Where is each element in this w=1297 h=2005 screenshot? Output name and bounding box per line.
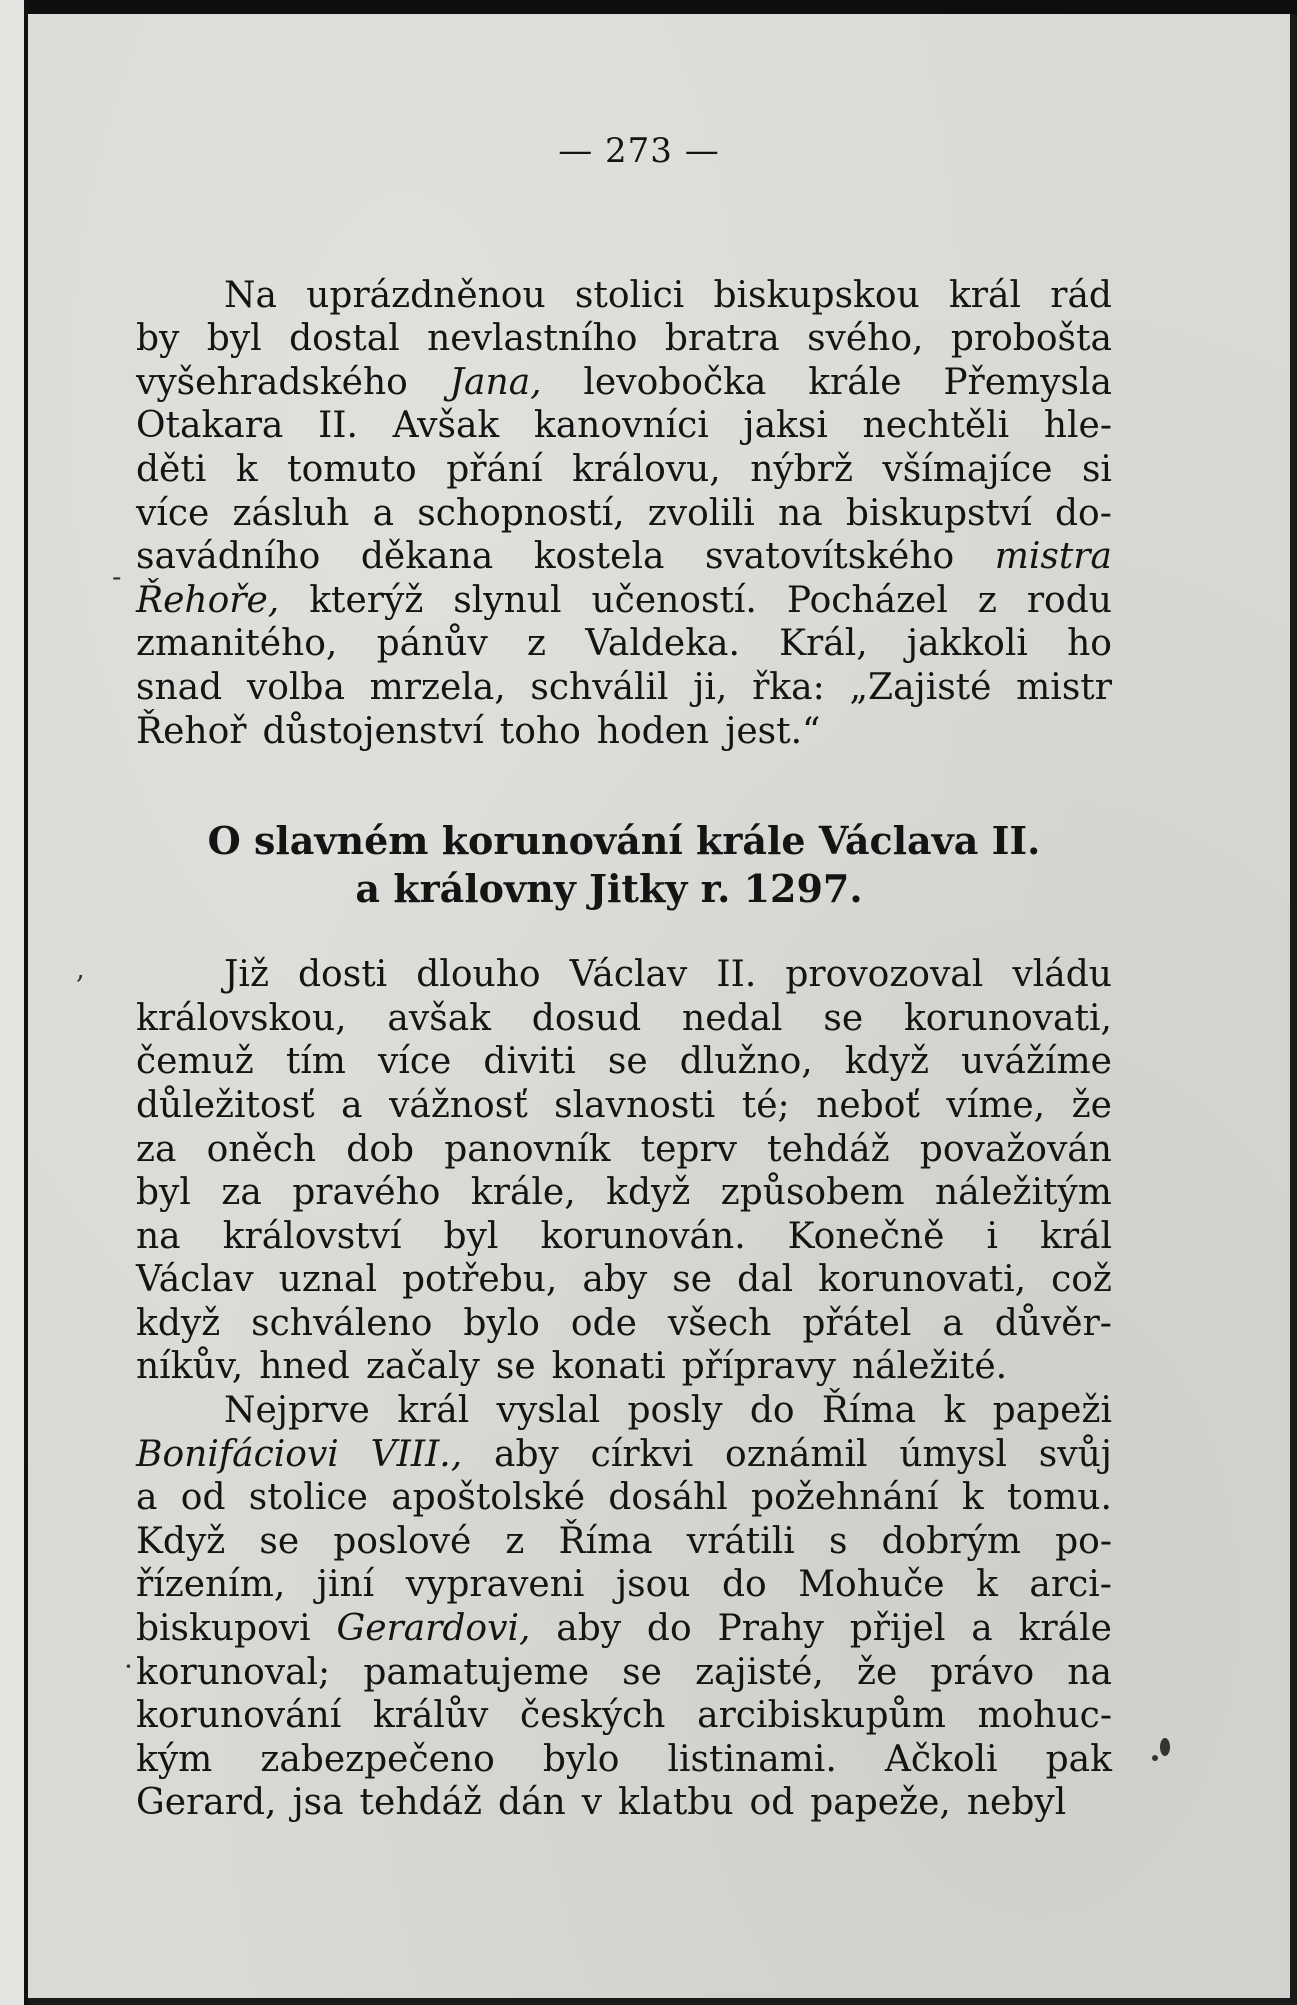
word: čemuž — [136, 1041, 254, 1083]
word: schválil — [530, 666, 669, 708]
word: Pocházel — [786, 579, 948, 621]
word: tím — [285, 1041, 346, 1083]
word: kterýž — [309, 579, 424, 621]
word: Přemysla — [943, 361, 1112, 403]
text-line — [136, 622, 1112, 666]
word: vládu — [1012, 954, 1112, 996]
word: Již — [224, 954, 269, 996]
text-line — [136, 1084, 1112, 1128]
word: arci- — [1029, 1564, 1112, 1606]
word: do — [646, 1608, 692, 1650]
text-line — [136, 710, 1112, 754]
word: Když — [136, 1520, 226, 1562]
word: kým — [136, 1738, 213, 1780]
word: uprázdněnou — [306, 274, 546, 316]
word: českých — [520, 1695, 666, 1737]
word: dob — [346, 1128, 415, 1170]
word: Otakara — [136, 405, 284, 447]
text-line — [136, 666, 1112, 710]
word: že — [1071, 1084, 1112, 1126]
text-line — [136, 1520, 1112, 1564]
word: hle- — [1043, 405, 1112, 447]
word: Jana, — [449, 361, 542, 403]
word: úmysl — [899, 1433, 1007, 1475]
word: bratra — [664, 318, 780, 360]
word: děkana — [360, 536, 494, 578]
word: dlužno, — [679, 1041, 813, 1083]
word: když — [136, 1302, 221, 1344]
word: do — [721, 1564, 767, 1606]
word: královu, — [572, 448, 721, 490]
word: což — [1051, 1259, 1112, 1301]
word: panovník — [444, 1128, 611, 1170]
word: Mohuče — [798, 1564, 945, 1606]
word: Řehoř — [136, 710, 247, 752]
word: dosud — [531, 997, 642, 1039]
word: papeži — [992, 1390, 1112, 1432]
word: ode — [570, 1302, 637, 1344]
word: slynul — [453, 579, 562, 621]
word: pánův — [376, 623, 488, 665]
word: zabezpečeno — [260, 1738, 495, 1780]
word: začaly — [365, 1346, 480, 1388]
word: bylo — [542, 1738, 620, 1780]
word: do — [749, 1390, 795, 1432]
text-line — [136, 1781, 1112, 1825]
word: za — [136, 1128, 177, 1170]
word: jaksi — [743, 405, 828, 447]
ink-speck — [1152, 1755, 1158, 1761]
word: VIII., — [370, 1433, 463, 1475]
word: královskou, — [136, 997, 347, 1039]
word: bylo — [463, 1302, 540, 1344]
word: Václav — [136, 1259, 254, 1301]
word: se — [495, 1346, 536, 1388]
word: děti — [136, 448, 207, 490]
word: byl — [136, 1172, 191, 1214]
word: svého, — [807, 318, 924, 360]
word: korunoval; — [136, 1651, 331, 1693]
word: víme, — [946, 1084, 1046, 1126]
word: kanovníci — [533, 405, 709, 447]
word: dobrým — [881, 1520, 1021, 1562]
word: Řehoře, — [136, 579, 280, 621]
word: níkův, — [136, 1346, 244, 1388]
word: od — [180, 1477, 226, 1519]
word: tehdáž — [767, 1128, 890, 1170]
word: církvi — [590, 1433, 694, 1475]
word: mohuc- — [977, 1695, 1112, 1737]
word: když — [844, 1041, 929, 1083]
margin-mark: , — [76, 952, 85, 985]
ink-speck — [1160, 1738, 1170, 1756]
word: biskupství — [845, 492, 1032, 534]
page-number: — 273 — — [558, 131, 720, 171]
word: Bonifáciovi — [136, 1433, 339, 1475]
word: II. — [318, 405, 358, 447]
word: právo — [930, 1651, 1035, 1693]
word: tehdáž — [359, 1782, 482, 1824]
word: přání — [446, 448, 543, 490]
word: k — [235, 448, 258, 490]
word: schopností, — [417, 492, 625, 534]
word: mrzela, — [369, 666, 506, 708]
word: krále, — [470, 1172, 576, 1214]
word: si — [1081, 448, 1112, 490]
word: konati — [551, 1346, 666, 1388]
word: schváleno — [251, 1302, 433, 1344]
word: dosti — [298, 954, 388, 996]
section-heading — [136, 817, 1112, 913]
text-line — [136, 997, 1112, 1041]
page-text — [136, 130, 1112, 1825]
word: II. — [716, 954, 757, 996]
word: vážnosť — [389, 1084, 528, 1126]
word: přijel — [849, 1608, 946, 1650]
word: nebyl — [966, 1782, 1067, 1824]
word: do- — [1055, 492, 1112, 534]
paragraph-3 — [136, 1389, 1112, 1825]
word: k — [943, 1390, 966, 1432]
word: krále — [808, 361, 902, 403]
word: král — [397, 1390, 470, 1432]
word: Říma — [558, 1520, 653, 1562]
word: a — [971, 1608, 993, 1650]
word: avšak — [387, 997, 491, 1039]
word: všech — [667, 1302, 772, 1344]
word: se — [622, 1651, 662, 1693]
text-line — [136, 1476, 1112, 1520]
word: Valdeka. — [585, 623, 740, 665]
word: snad — [136, 666, 223, 708]
word: vyslal — [496, 1390, 601, 1432]
word: zmanitého, — [136, 623, 338, 665]
text-line — [136, 1433, 1112, 1477]
word: potřebu, — [402, 1259, 558, 1301]
word: Avšak — [392, 405, 500, 447]
word: řízením, — [136, 1564, 286, 1606]
word: s — [828, 1520, 848, 1562]
word: dosáhl — [608, 1477, 728, 1519]
word: král — [948, 274, 1021, 316]
word: mistr — [1016, 666, 1112, 708]
word: důvěr- — [994, 1302, 1112, 1344]
word: rád — [1050, 274, 1112, 316]
word: jsa — [292, 1782, 344, 1824]
word: za — [221, 1172, 262, 1214]
word: rodu — [1026, 579, 1112, 621]
section-heading-line-2: a královny Jitky r. 1297. — [355, 866, 863, 912]
word: oznámil — [725, 1433, 868, 1475]
text-line — [136, 1563, 1112, 1607]
word: přátel — [802, 1302, 912, 1344]
text-line — [136, 1128, 1112, 1172]
scan-top-edge — [0, 0, 1297, 14]
word: apoštolské — [391, 1477, 586, 1519]
margin-mark: · — [124, 1650, 133, 1683]
word: ji, — [693, 666, 728, 708]
word: Václav — [569, 954, 688, 996]
word: zásluh — [232, 492, 350, 534]
word: k — [961, 1477, 984, 1519]
text-line — [136, 1389, 1112, 1433]
word: Konečně — [787, 1215, 945, 1257]
text-line — [136, 274, 1112, 318]
word: stolice — [248, 1477, 368, 1519]
word: korunování — [136, 1695, 342, 1737]
word: by — [136, 318, 180, 360]
word: a — [136, 1477, 158, 1519]
word: uznal — [278, 1259, 377, 1301]
word: aby — [556, 1608, 622, 1650]
text-line — [136, 579, 1112, 623]
word: poslové — [333, 1520, 472, 1562]
word: nevlastního — [427, 318, 638, 360]
word: tomuto — [287, 448, 417, 490]
word: Gerardovi, — [336, 1608, 531, 1650]
word: na — [1067, 1651, 1112, 1693]
word: hned — [259, 1346, 350, 1388]
word: kostela — [533, 536, 665, 578]
word: od — [749, 1782, 795, 1824]
text-line — [136, 1258, 1112, 1302]
word: že — [857, 1651, 898, 1693]
word: dal — [737, 1259, 794, 1301]
word: řka: — [752, 666, 825, 708]
word: z — [977, 579, 997, 621]
word: na — [136, 1215, 181, 1257]
word: levobočka — [583, 361, 767, 403]
word: byl — [206, 318, 262, 360]
word: považován — [919, 1128, 1112, 1170]
word: se — [823, 997, 864, 1039]
word: diviti — [483, 1041, 576, 1083]
word: probošta — [950, 318, 1112, 360]
word: vrátili — [686, 1520, 795, 1562]
text-line — [136, 448, 1112, 492]
text-line — [136, 1694, 1112, 1738]
text-line — [136, 535, 1112, 579]
book-spine-edge — [0, 0, 28, 2005]
word: z — [527, 623, 546, 665]
word: a — [372, 492, 395, 534]
paragraph-1 — [136, 274, 1112, 754]
text-line — [136, 1345, 1112, 1389]
text-line — [136, 492, 1112, 536]
word: učeností. — [591, 579, 757, 621]
word: posly — [627, 1390, 723, 1432]
word: a — [341, 1084, 363, 1126]
word: po- — [1055, 1520, 1112, 1562]
word: krále — [1018, 1608, 1112, 1650]
word: náležité. — [851, 1346, 1008, 1388]
word: důležitosť — [136, 1084, 315, 1126]
word: více — [136, 492, 210, 534]
word: nechtěli — [862, 405, 1010, 447]
word: se — [259, 1520, 300, 1562]
word: tomu. — [1007, 1477, 1112, 1519]
word: volba — [246, 666, 345, 708]
word: král — [1040, 1215, 1112, 1257]
text-line — [136, 1738, 1112, 1782]
word: způsobem — [720, 1172, 905, 1214]
word: se — [607, 1041, 648, 1083]
word: korunován. — [540, 1215, 746, 1257]
word: aby — [494, 1433, 559, 1475]
word: přípravy — [681, 1346, 836, 1388]
word: jakkoli — [906, 623, 1028, 665]
word: se — [672, 1259, 713, 1301]
text-line — [136, 361, 1112, 405]
word: Ačkoli — [884, 1738, 998, 1780]
word: a — [942, 1302, 964, 1344]
text-line — [136, 1302, 1112, 1346]
word: dán — [497, 1782, 566, 1824]
word: Na — [224, 274, 277, 316]
word: stolici — [574, 274, 685, 316]
text-line — [136, 1651, 1112, 1695]
word: králův — [372, 1695, 489, 1737]
word: arcibiskupům — [697, 1695, 946, 1737]
word: všímajíce — [882, 448, 1053, 490]
text-line — [136, 1607, 1112, 1651]
word: Král, — [779, 623, 868, 665]
word: zajisté, — [695, 1651, 824, 1693]
word: náležitým — [935, 1172, 1112, 1214]
word: dlouho — [416, 954, 541, 996]
word: teprv — [640, 1128, 737, 1170]
word: hoden — [596, 710, 710, 752]
word: Nejprve — [224, 1390, 370, 1432]
word: požehnání — [751, 1477, 939, 1519]
word: zvolili — [647, 492, 755, 534]
word: toho — [499, 710, 581, 752]
word: uvážíme — [961, 1041, 1112, 1083]
word: nedal — [682, 997, 783, 1039]
word: z — [505, 1520, 525, 1562]
text-line — [136, 953, 1112, 997]
word: Gerard, — [136, 1782, 277, 1824]
word: pak — [1045, 1738, 1112, 1780]
word: v — [581, 1782, 603, 1824]
word: biskupovi — [136, 1608, 311, 1650]
word: klatbu — [618, 1782, 734, 1824]
word: ho — [1067, 623, 1112, 665]
word: slavnosti — [554, 1084, 716, 1126]
word: jest.“ — [725, 710, 821, 752]
section-heading-line-1: O slavném korunování krále Václava II. — [207, 818, 1041, 864]
word: nýbrž — [750, 448, 853, 490]
margin-mark: - — [112, 560, 122, 593]
word: té; — [741, 1084, 790, 1126]
word: oněch — [206, 1128, 317, 1170]
text-line — [136, 1171, 1112, 1215]
word: aby — [582, 1259, 648, 1301]
text-line — [136, 1040, 1112, 1084]
word: jsou — [615, 1564, 691, 1606]
word: důstojenství — [262, 710, 484, 752]
word: korunovati, — [818, 1259, 1027, 1301]
word: biskupskou — [713, 274, 920, 316]
word: provozoval — [785, 954, 984, 996]
word: k — [976, 1564, 998, 1606]
word: „Zajisté — [849, 666, 992, 708]
text-line — [136, 1215, 1112, 1259]
word: pravého — [292, 1172, 441, 1214]
word: papeže, — [810, 1782, 951, 1824]
paragraph-2 — [136, 953, 1112, 1389]
word: dostal — [289, 318, 400, 360]
word: listinami. — [667, 1738, 837, 1780]
word: více — [378, 1041, 452, 1083]
text-line — [136, 404, 1112, 448]
word: království — [222, 1215, 402, 1257]
word: i — [986, 1215, 998, 1257]
word: jiní — [316, 1564, 375, 1606]
word: Prahy — [717, 1608, 824, 1650]
word: pamatujeme — [363, 1651, 589, 1693]
word: svůj — [1038, 1433, 1112, 1475]
word: mistra — [994, 536, 1112, 578]
word: svatovítského — [704, 536, 955, 578]
text-line — [136, 317, 1112, 361]
word: vypraveni — [405, 1564, 585, 1606]
word: savádního — [136, 536, 321, 578]
word: byl — [443, 1215, 499, 1257]
word: vyšehradského — [136, 361, 408, 403]
word: korunovati, — [903, 997, 1112, 1039]
word: neboť — [816, 1084, 920, 1126]
word: když — [606, 1172, 691, 1214]
word: Říma — [821, 1390, 917, 1432]
word: na — [778, 492, 823, 534]
